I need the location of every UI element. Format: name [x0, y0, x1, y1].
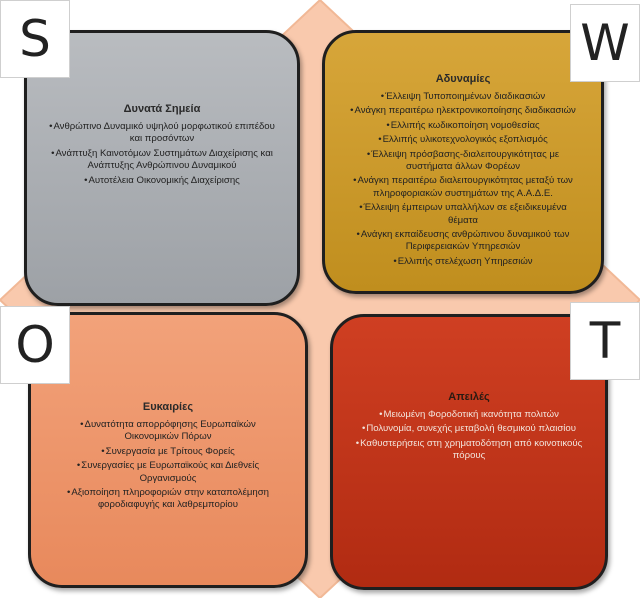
weaknesses-item: • Ανάγκη εκπαίδευσης ανθρώπινου δυναμικού των Περιφερειακών Υπηρεσιών [347, 229, 579, 254]
threats-item: • Πολυνομία, συνεχής μεταβολή θεσμικού πλαισίου [355, 423, 583, 435]
opportunities-box [28, 312, 308, 588]
weaknesses-item: • Ανάγκη περαιτέρω διαλειτουργικότητας μεταξύ των πληροφοριακών συστημάτων της Α.Α.Δ.Ε. [347, 175, 579, 200]
weaknesses-box [322, 30, 604, 294]
letter-w-label: W [570, 4, 640, 82]
strengths-item: • Αυτοτέλεια Οικονομικής Διαχείρισης [49, 175, 275, 187]
letter-s-label: S [0, 0, 70, 78]
weaknesses-item: • Έλλειψη πρόσβασης-διαλειτουργικότητας με συστήματα άλλων Φορέων [347, 149, 579, 174]
weaknesses-item: • Ελλιπής στελέχωση Υπηρεσιών [347, 256, 579, 268]
strengths-item: • Ανάπτυξη Καινοτόμων Συστημάτων Διαχείρισης και Ανάπτυξης Ανθρώπινου Δυναμικού [49, 148, 275, 173]
letter-o-label: O [0, 306, 70, 384]
weaknesses-item: • Ελλιπής κωδικοποίηση νομοθεσίας [347, 120, 579, 132]
strengths-item: • Ανθρώπινο Δυναμικό υψηλού μορφωτικού επιπέδου και προσόντων [49, 121, 275, 146]
opportunities-item: • Συνεργασία με Τρίτους Φορείς [53, 446, 283, 458]
threats-box [330, 314, 608, 590]
opportunities-item: • Δυνατότητα απορρόφησης Ευρωπαϊκών Οικονομικών Πόρων [53, 419, 283, 444]
threats-list [355, 409, 583, 463]
weaknesses-item: • Έλλειψη Τυποποιημένων διαδικασιών [347, 91, 579, 103]
threats-title: Απειλές [448, 391, 490, 403]
weaknesses-item: • Έλλειψη έμπειρων υπαλλήλων σε εξειδικευμένα θέματα [347, 202, 579, 227]
weaknesses-list [347, 91, 579, 268]
strengths-list [49, 121, 275, 187]
letter-t-label: T [570, 302, 640, 380]
opportunities-title: Ευκαιρίες [142, 401, 194, 413]
opportunities-item: • Συνεργασίες με Ευρωπαϊκούς και Διεθνείς Οργανισμούς [53, 460, 283, 485]
weaknesses-title: Αδυναμίες [435, 73, 491, 85]
strengths-title: Δυνατά Σημεία [123, 103, 201, 115]
opportunities-list [53, 419, 283, 512]
threats-item: • Καθυστερήσεις στη χρηματοδότηση από κοινοτικούς πόρους [355, 438, 583, 463]
weaknesses-item: • Ελλιπής υλικοτεχνολογικός εξοπλισμός [347, 134, 579, 146]
threats-item: • Μειωμένη Φοροδοτική ικανότητα πολιτών [355, 409, 583, 421]
weaknesses-item: • Ανάγκη περαιτέρω ηλεκτρονικοποίησης διαδικασιών [347, 105, 579, 117]
opportunities-item: • Αξιοποίηση πληροφοριών στην καταπολέμηση φοροδιαφυγής και λαθρεμπορίου [53, 487, 283, 512]
